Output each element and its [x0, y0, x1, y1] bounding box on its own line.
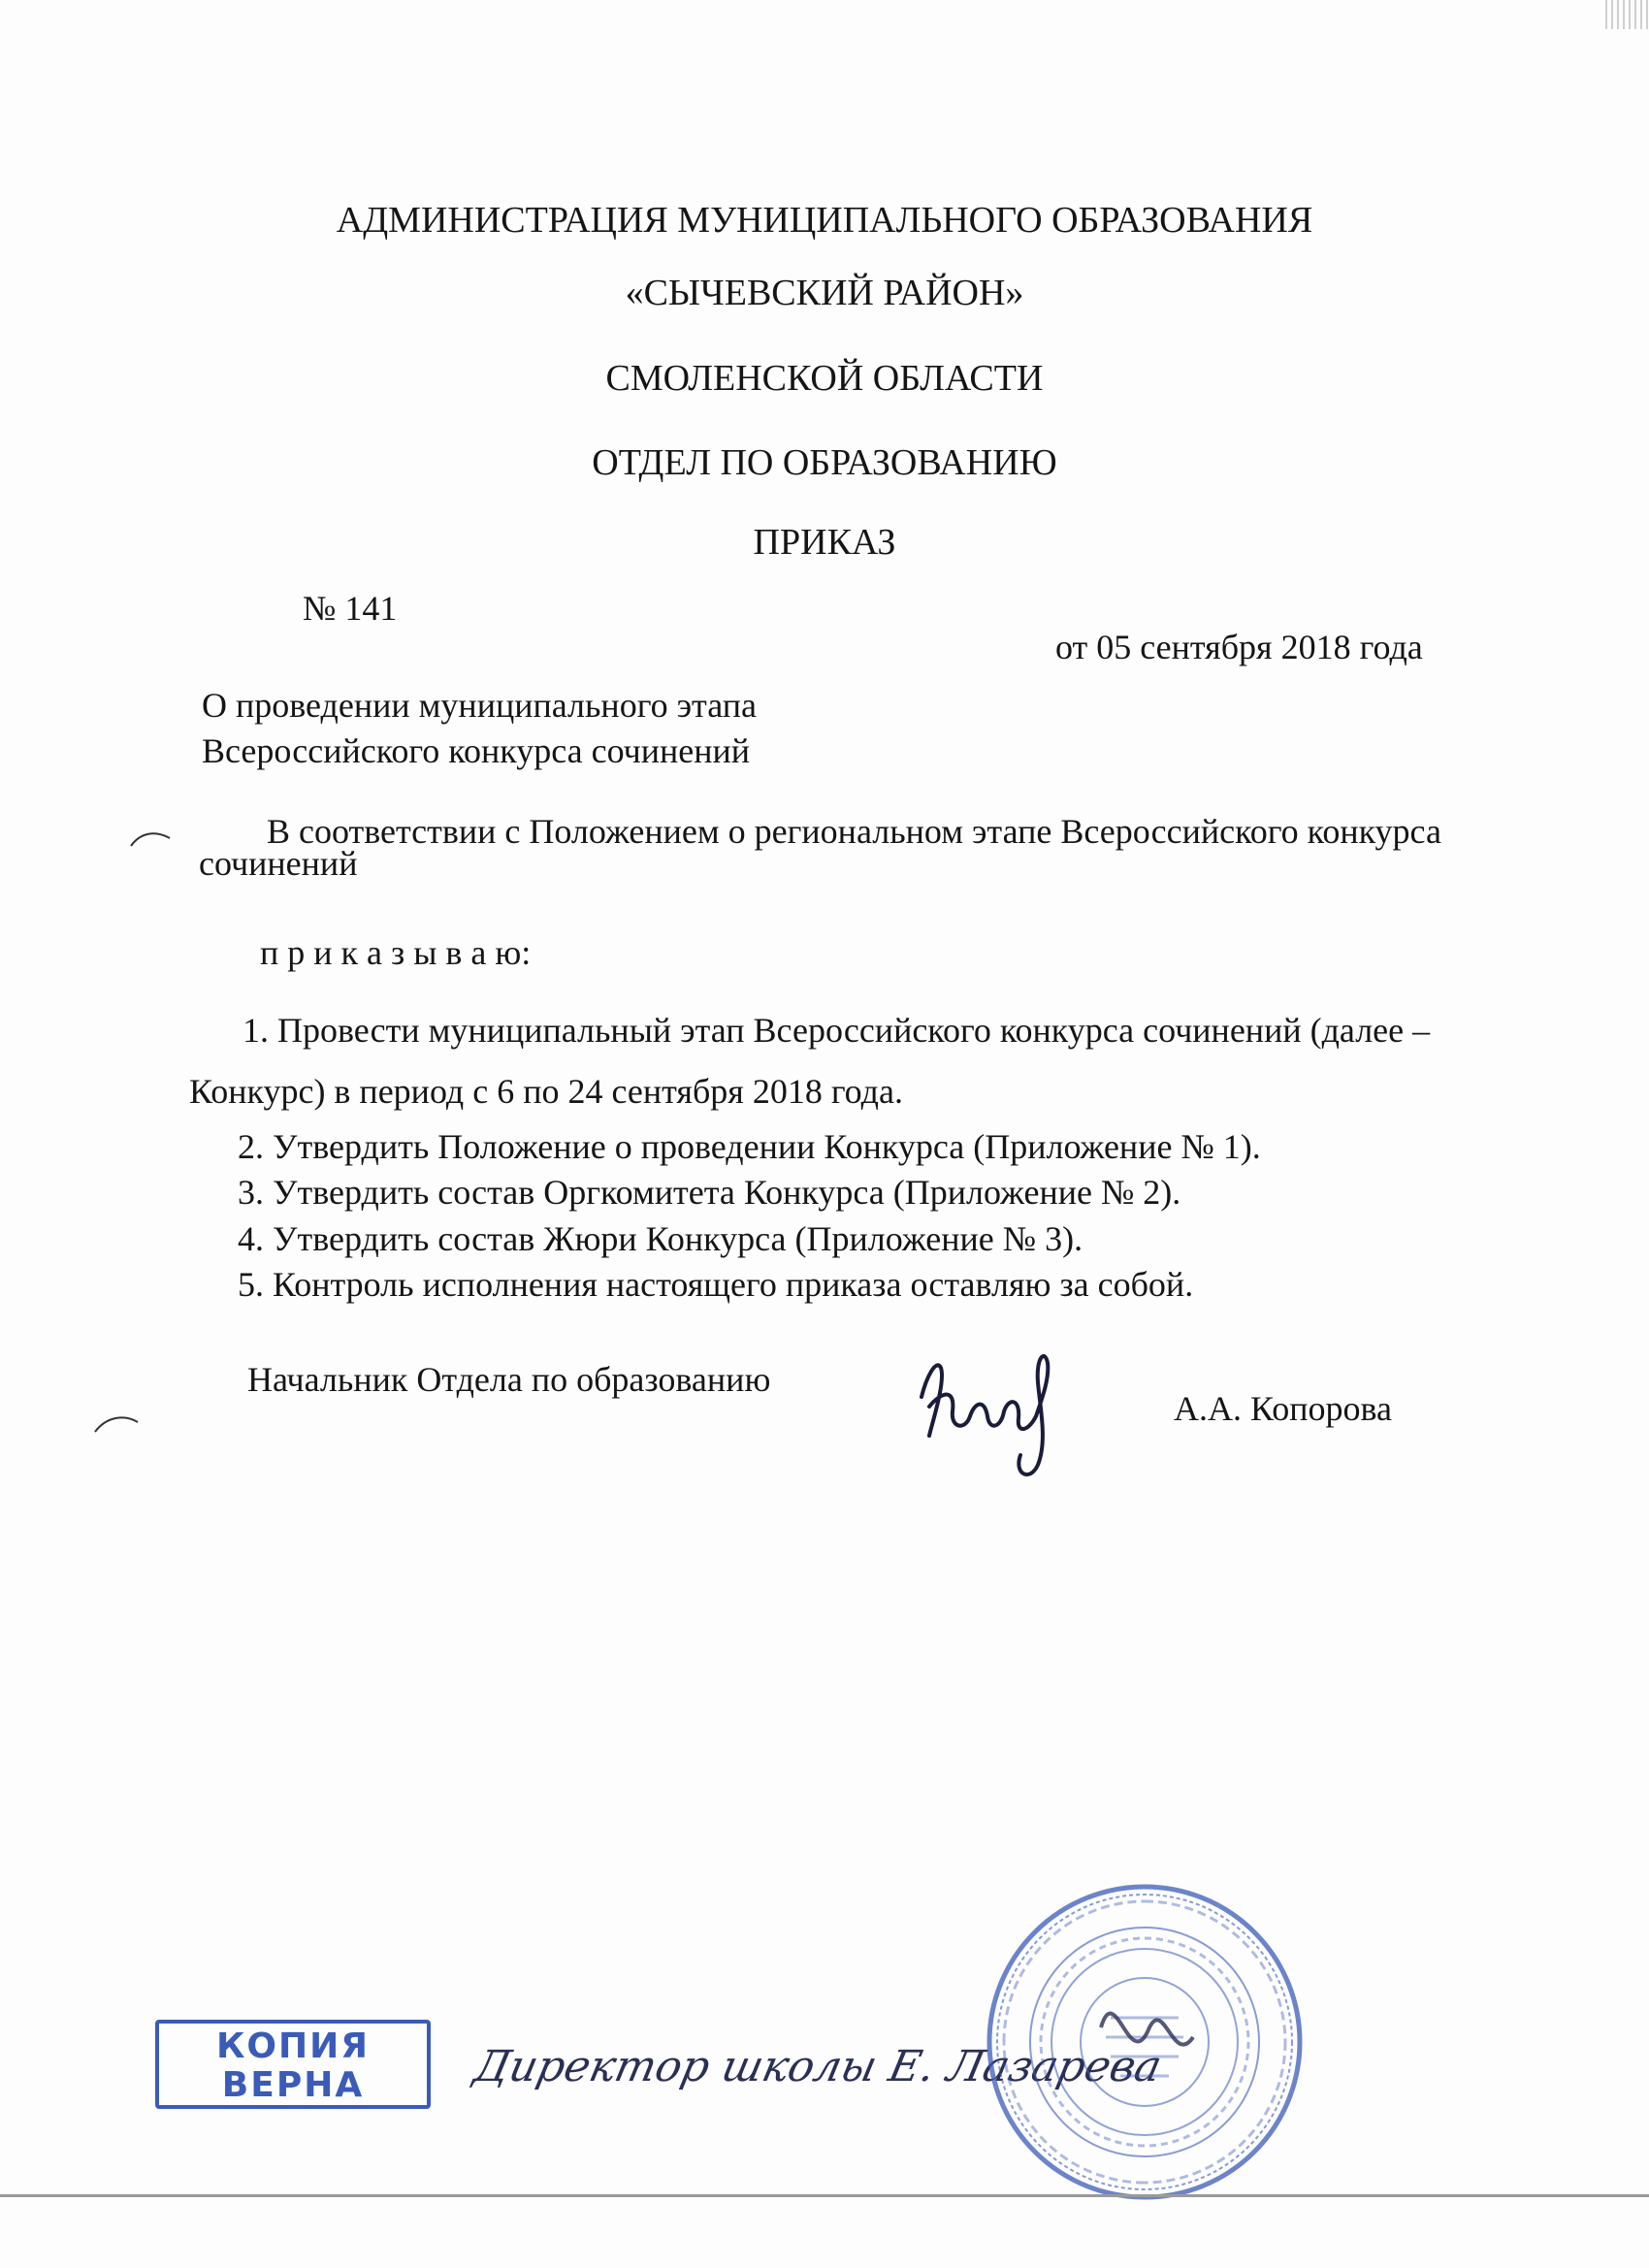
subject-line-2: Всероссийского конкурса сочинений — [202, 731, 751, 770]
scan-edge-mark — [1605, 0, 1649, 29]
official-seal — [985, 1882, 1305, 2202]
order-date: от 05 сентября 2018 года — [1055, 628, 1423, 666]
order-item-1-line-2: Конкурс) в период с 6 по 24 сентября 2018 года. — [189, 1072, 903, 1111]
header-line-region: СМОЛЕНСКОЙ ОБЛАСТИ — [605, 358, 1044, 399]
header-line-department: ОТДЕЛ ПО ОБРАЗОВАНИЮ — [592, 442, 1057, 483]
preamble-line-2: сочинений — [199, 844, 358, 883]
order-item-2: 2. Утвердить Положение о проведении Конкурса (Приложение № 1). — [238, 1127, 1261, 1166]
subject-line-1: О проведении муниципального этапа — [202, 686, 757, 725]
order-item-4: 4. Утвердить состав Жюри Конкурса (Приложение № 3). — [238, 1219, 1083, 1258]
document-type-heading: ПРИКАЗ — [753, 522, 896, 563]
order-item-3: 3. Утвердить состав Оргкомитета Конкурса (Приложение № 2). — [238, 1173, 1181, 1212]
signatory-position: Начальник Отдела по образованию — [247, 1360, 771, 1399]
stamp-line-1: КОПИЯ — [215, 2026, 370, 2066]
handwritten-signature — [902, 1339, 1116, 1484]
stamp-line-2: ВЕРНА — [221, 2065, 365, 2105]
certified-copy-stamp — [155, 2020, 431, 2109]
handwritten-certification: Директор школы Е. Лазарева — [469, 2042, 1166, 2091]
preamble-line-1: В соответствии с Положением о региональном этапе Всероссийского конкурса — [267, 812, 1441, 851]
header-line-district: «СЫЧЕВСКИЙ РАЙОН» — [625, 273, 1024, 313]
header-line-administration: АДМИНИСТРАЦИЯ МУНИЦИПАЛЬНОГО ОБРАЗОВАНИЯ — [336, 200, 1313, 241]
directive-word: п р и к а з ы в а ю: — [260, 933, 532, 972]
order-item-5: 5. Контроль исполнения настоящего приказа оставляю за собой. — [238, 1265, 1194, 1304]
order-number: № 141 — [303, 589, 398, 628]
order-item-1-line-1: 1. Провести муниципальный этап Всероссийского конкурса сочинений (далее – — [242, 1011, 1431, 1050]
signatory-name: А.А. Копорова — [1174, 1389, 1392, 1428]
scan-mark — [126, 825, 175, 854]
scan-edge-line — [0, 2194, 1649, 2197]
scan-mark — [87, 1407, 146, 1445]
